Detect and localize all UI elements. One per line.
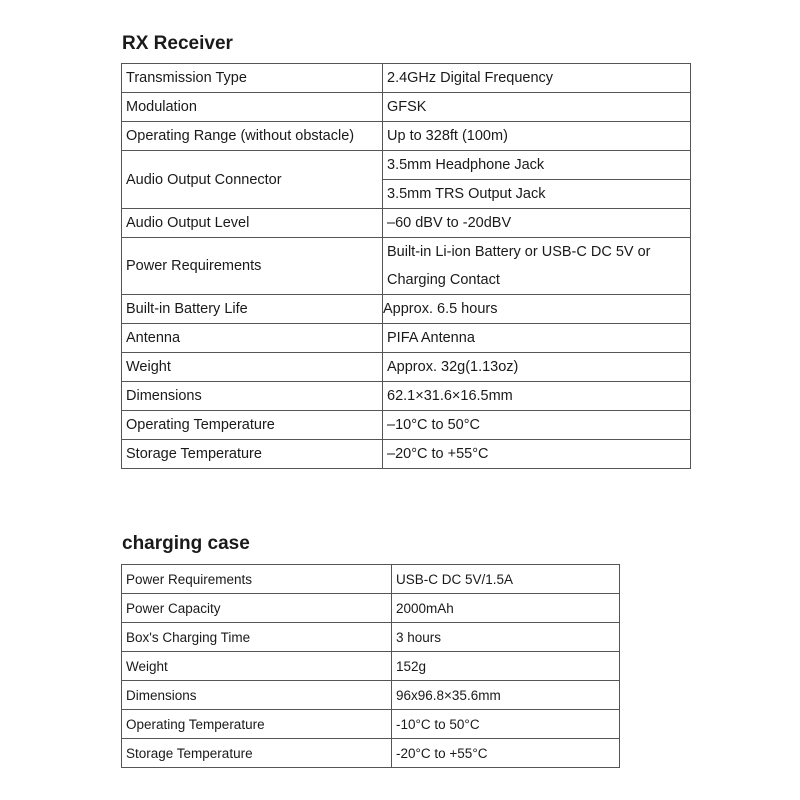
- table-row: [122, 295, 691, 324]
- table-row: [122, 652, 620, 681]
- table-row: [122, 623, 620, 652]
- table-row: [122, 324, 691, 353]
- spec-value: 152g: [392, 652, 620, 681]
- spec-label: Storage Temperature: [122, 440, 383, 469]
- table-row: [122, 238, 691, 295]
- spec-label: Power Capacity: [122, 594, 392, 623]
- table-row: [122, 382, 691, 411]
- table-row: [122, 739, 620, 768]
- spec-value: –20°C to +55°C: [383, 440, 691, 469]
- spec-label: Weight: [122, 353, 383, 382]
- spec-label: Box's Charging Time: [122, 623, 392, 652]
- spec-label: Dimensions: [122, 382, 383, 411]
- spec-label: Weight: [122, 652, 392, 681]
- spec-label: Operating Temperature: [122, 411, 383, 440]
- table-row: [122, 122, 691, 151]
- spec-value: GFSK: [383, 93, 691, 122]
- charging-case-spec-table: [121, 564, 620, 768]
- rx-receiver-heading: RX Receiver: [122, 33, 233, 54]
- table-row: [122, 411, 691, 440]
- spec-value: Approx. 6.5 hours: [383, 295, 691, 324]
- spec-value: 3.5mm TRS Output Jack: [383, 180, 691, 209]
- spec-value: Up to 328ft (100m): [383, 122, 691, 151]
- spec-label: Power Requirements: [122, 238, 383, 295]
- charging-case-heading: charging case: [122, 533, 250, 554]
- table-row: [122, 93, 691, 122]
- spec-value: 96x96.8×35.6mm: [392, 681, 620, 710]
- spec-label: Audio Output Level: [122, 209, 383, 238]
- spec-label: Built-in Battery Life: [122, 295, 383, 324]
- spec-value: USB-C DC 5V/1.5A: [392, 565, 620, 594]
- table-row: [122, 151, 691, 180]
- spec-value: -20°C to +55°C: [392, 739, 620, 768]
- table-row: [122, 209, 691, 238]
- table-row: [122, 353, 691, 382]
- spec-value: 3 hours: [392, 623, 620, 652]
- spec-value: 62.1×31.6×16.5mm: [383, 382, 691, 411]
- table-row: [122, 594, 620, 623]
- spec-value: PIFA Antenna: [383, 324, 691, 353]
- table-row: [122, 440, 691, 469]
- spec-label: Storage Temperature: [122, 739, 392, 768]
- spec-value: –10°C to 50°C: [383, 411, 691, 440]
- table-row: [122, 681, 620, 710]
- table-row: [122, 565, 620, 594]
- table-row: [122, 710, 620, 739]
- spec-label: Antenna: [122, 324, 383, 353]
- spec-value: 2.4GHz Digital Frequency: [383, 64, 691, 93]
- spec-value: –60 dBV to -20dBV: [383, 209, 691, 238]
- spec-label: Dimensions: [122, 681, 392, 710]
- table-row: [122, 64, 691, 93]
- spec-value: Built-in Li-ion Battery or USB-C DC 5V or Charging Contact: [383, 238, 691, 295]
- spec-label: Operating Range (without obstacle): [122, 122, 383, 151]
- spec-label: Power Requirements: [122, 565, 392, 594]
- spec-label: Operating Temperature: [122, 710, 392, 739]
- spec-value: Approx. 32g(1.13oz): [383, 353, 691, 382]
- spec-value: -10°C to 50°C: [392, 710, 620, 739]
- spec-value: 3.5mm Headphone Jack: [383, 151, 691, 180]
- rx-receiver-spec-table: [121, 63, 691, 469]
- spec-label: Transmission Type: [122, 64, 383, 93]
- spec-label: Audio Output Connector: [122, 151, 383, 209]
- spec-value: 2000mAh: [392, 594, 620, 623]
- spec-label: Modulation: [122, 93, 383, 122]
